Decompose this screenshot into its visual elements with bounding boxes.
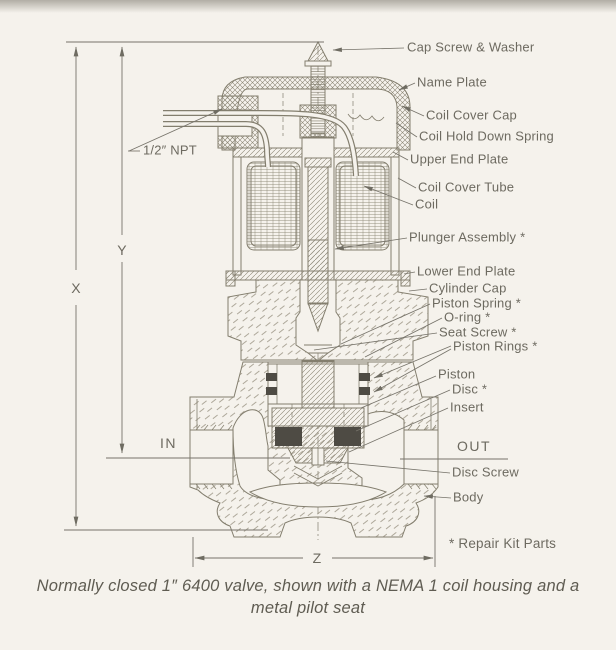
outlet-port <box>404 425 438 489</box>
coil-cover-tube-right <box>391 157 399 275</box>
photo-edge-shadow <box>0 0 616 13</box>
callout-lower-end-plate: Lower End Plate <box>417 263 516 279</box>
figure-caption <box>0 575 616 620</box>
callout-disc: Disc * <box>452 381 488 397</box>
callout-cylinder-cap: Cylinder Cap <box>429 280 507 296</box>
callout-coil-cover-cap: Coil Cover Cap <box>426 107 517 123</box>
label-port-in: IN <box>160 434 177 451</box>
callout-o-ring: O-ring * <box>444 309 491 325</box>
callout-plunger-assembly: Plunger Assembly * <box>409 229 526 245</box>
callout-conduit-npt: 1/2″ NPT <box>143 142 197 158</box>
callout-insert: Insert <box>450 399 484 415</box>
coil-cover-tube-left <box>233 157 241 275</box>
callout-name-plate: Name Plate <box>417 74 487 90</box>
leader-coil-cover-tube <box>398 178 416 188</box>
repair-kit-note: * Repair Kit Parts <box>449 536 557 552</box>
caption-line-2: metal pilot seat <box>250 599 366 618</box>
label-port-out: OUT <box>457 437 492 454</box>
callout-coil-cover-tube: Coil Cover Tube <box>418 179 515 195</box>
dim-label-z: Z <box>312 549 322 566</box>
dim-label-y: Y <box>117 241 127 258</box>
callout-cap-screw-washer: Cap Screw & Washer <box>407 39 535 55</box>
coil-hold-down-spring-shape <box>348 114 384 121</box>
callout-disc-screw: Disc Screw <box>452 464 520 480</box>
callout-coil: Coil <box>415 196 439 212</box>
callout-body: Body <box>453 489 484 505</box>
inlet-port <box>190 425 233 489</box>
leader-cylinder-cap <box>409 289 427 291</box>
callout-piston-spring: Piston Spring * <box>432 295 521 311</box>
dim-label-x: X <box>71 279 81 296</box>
callout-piston-rings: Piston Rings * <box>453 338 538 354</box>
caption-line-1: Normally closed 1″ 6400 valve, shown with a NEMA 1 coil housing and a <box>36 577 580 595</box>
callout-coil-hold-down-spring: Coil Hold Down Spring <box>419 128 554 144</box>
callout-upper-end-plate: Upper End Plate <box>410 151 509 167</box>
callout-piston: Piston <box>438 366 476 382</box>
plunger-rod-lower <box>308 240 328 304</box>
callout-seat-screw: Seat Screw * <box>439 324 517 340</box>
leader-cap-screw <box>333 48 404 50</box>
